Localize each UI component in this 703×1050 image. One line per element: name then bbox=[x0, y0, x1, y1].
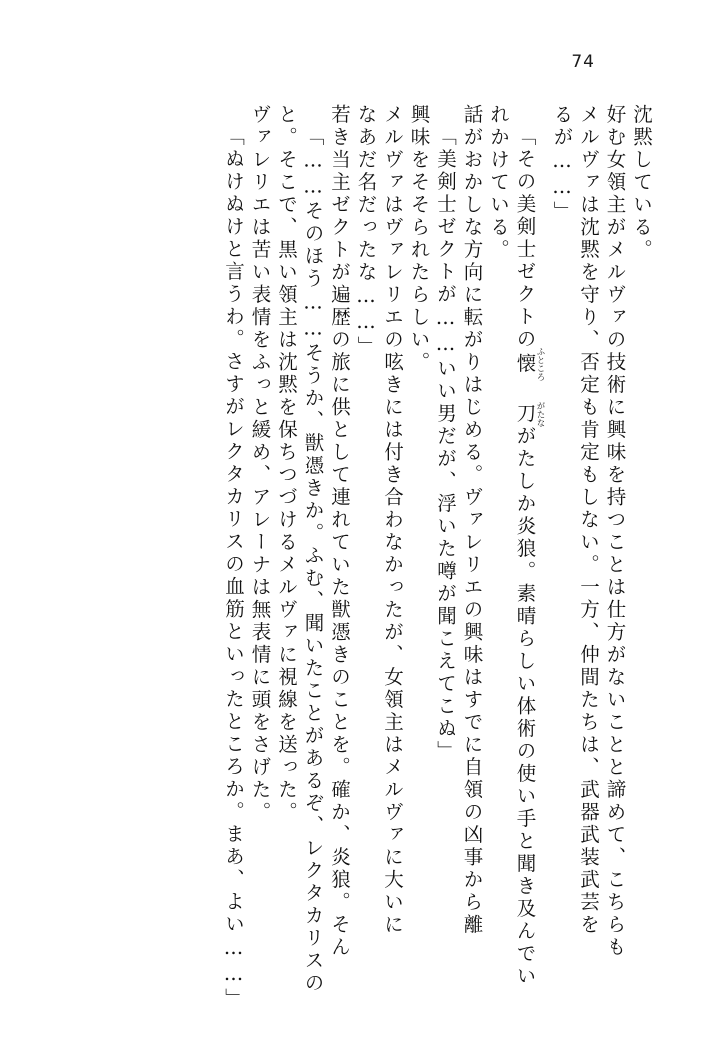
text-column: れかけている。 bbox=[487, 104, 510, 262]
text-column: 興味をそそられたらしい。 bbox=[407, 104, 431, 374]
text-column: メルヴァは沈黙を守り、否定も肯定もしない。一方、仲間たちは、武器武装武芸を bbox=[577, 104, 600, 937]
page-number: 74 bbox=[571, 52, 595, 72]
text-column: ヴァレリエは苦い表情をふっと緩め、アレーナは無表情に頭をさげた。 bbox=[248, 104, 272, 824]
text-column-ruby: 「その美剣士ゼクトの懐ふところ 刀がたながたしか炎狼。素晴らしい体術の使い手と聞き及んでい bbox=[513, 126, 545, 988]
text-column: 「美剣士ゼクトが……いい男だが、浮いた噂が聞こえてこぬ」 bbox=[434, 126, 457, 763]
ruby-annotation: 懐ふところ bbox=[513, 347, 545, 381]
text-column: 「ぬけぬけと言うわ。さすがレクタカリスの血筋といったところか。まあ、よい……」 bbox=[222, 126, 245, 1011]
text-column: メルヴァはヴァレリエの呟きには付き合わなかったが、女領主はメルヴァに大いに bbox=[381, 104, 404, 937]
vertical-text-block bbox=[217, 104, 653, 1011]
text-column: 好む女領主がメルヴァの技術に興味を持つことは仕方がないことと諦めて、こちらも bbox=[603, 104, 627, 959]
text-column: と。そこで、黒い領主は沈黙を保ちつづけるメルヴァに視線を送った。 bbox=[275, 104, 298, 824]
text-column: 沈黙している。 bbox=[630, 104, 653, 262]
text-column: るが……」 bbox=[550, 104, 574, 224]
text-column: 話がおかしな方向に転がりはじめる。ヴァレリエの興味はすでに自領の凶事から離 bbox=[460, 104, 484, 937]
text-column: なあだ名だったな……」 bbox=[354, 104, 378, 359]
text-column: 若き当主ゼクトが遍歴の旅に供として連れていた獣憑きのことを。確か、炎狼。そん bbox=[328, 104, 351, 959]
text-column: 「……そのほう……そうか、獣憑きか。ふむ、聞いたことがあるぞ、レクタカリスの bbox=[301, 126, 325, 995]
ruby-annotation: 刀がたな bbox=[513, 401, 545, 427]
